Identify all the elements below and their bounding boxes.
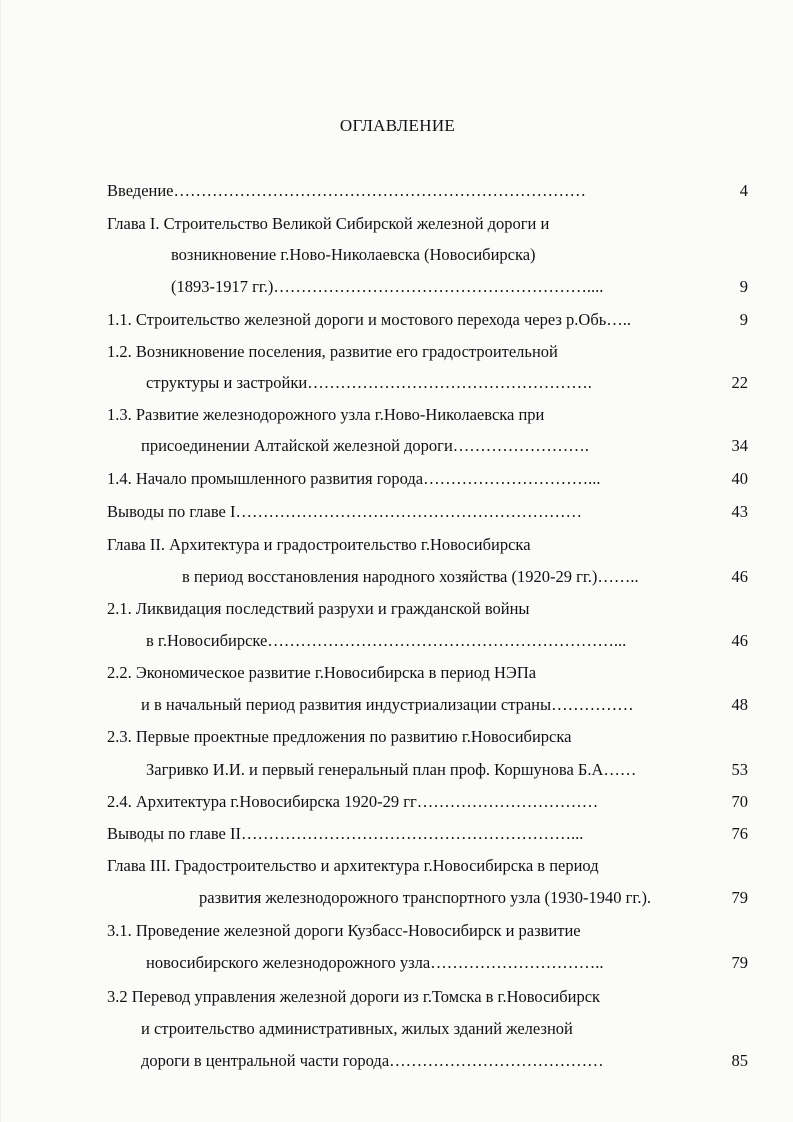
toc-entry-page: 22 [731, 373, 748, 392]
toc-entry [1, 822, 793, 846]
toc-entry-text: (1893-1917 гг.)………………………………………………….... [171, 277, 604, 296]
toc-entry-page: 79 [731, 888, 748, 907]
toc-entry [1, 467, 793, 491]
toc-entry-text: присоединении Алтайской железной дороги……………………. [141, 436, 589, 455]
toc-entry-text: Выводы по главе II……………………………………………………... [107, 824, 584, 843]
toc-entry-text: возникновение г.Ново-Николаевска (Новосибирска) [171, 245, 536, 264]
toc-entry [1, 597, 793, 621]
toc-entry-text: Выводы по главе I……………………………………………………… [107, 502, 582, 521]
toc-entry [1, 340, 793, 364]
toc-entry [1, 403, 793, 427]
toc-entry-page: 9 [739, 310, 748, 329]
toc-entry-text: 1.3. Развитие железнодорожного узла г.Ново-Николаевска при [107, 405, 545, 424]
toc-entry-text: 1.2. Возникновение поселения, развитие его градостроительной [107, 342, 558, 361]
toc-entry-text: 2.3. Первые проектные предложения по развитию г.Новосибирска [107, 727, 572, 746]
page-title: ОГЛАВЛЕНИЕ [339, 116, 456, 135]
toc-entry [1, 886, 793, 910]
toc-entry [1, 308, 793, 332]
toc-entry [1, 1049, 793, 1073]
table-of-contents [1, 0, 793, 1122]
toc-entry-page: 85 [731, 1051, 748, 1070]
toc-entry-text: 3.2 Перевод управления железной дороги из г.Томска в г.Новосибирск [107, 987, 601, 1006]
toc-entry-page: 34 [731, 436, 748, 455]
toc-entry-text: и в начальный период развития индустриализации страны…………… [141, 695, 634, 714]
toc-entry [1, 212, 793, 236]
toc-entry [1, 985, 793, 1009]
toc-entry-page: 43 [731, 502, 748, 521]
toc-entry [1, 951, 793, 975]
toc-entry-text: структуры и застройки……………………………………………. [146, 373, 592, 392]
toc-entry [1, 371, 793, 395]
toc-entry-text: 2.2. Экономическое развитие г.Новосибирска в период НЭПа [107, 663, 537, 682]
toc-entry-text: 1.4. Начало промышленного развития города…………………………... [107, 469, 601, 488]
toc-entry-page: 70 [731, 792, 748, 811]
toc-entry-page: 40 [731, 469, 748, 488]
toc-entry-page: 4 [739, 181, 748, 200]
toc-entry [1, 533, 793, 557]
toc-entry-text: 1.1. Строительство железной дороги и мостового перехода через р.Обь….. [107, 310, 632, 329]
toc-entry [1, 725, 793, 749]
toc-entry-page: 46 [731, 567, 748, 586]
toc-entry [1, 661, 793, 685]
toc-entry-text: новосибирского железнодорожного узла………………………….. [146, 953, 604, 972]
toc-entry [1, 919, 793, 943]
toc-entry [1, 693, 793, 717]
toc-entry-text: Глава III. Градостроительство и архитектура г.Новосибирска в период [107, 856, 599, 875]
toc-entry-text: Введение………………………………………………………………… [107, 181, 587, 200]
toc-entry-text: Глава II. Архитектура и градостроительство г.Новосибирска [107, 535, 531, 554]
toc-entry [1, 500, 793, 524]
toc-entry [1, 758, 793, 782]
toc-entry-text: в г.Новосибирске………………………………………………………... [146, 631, 627, 650]
toc-entry-text: дороги в центральной части города………………………………… [141, 1051, 604, 1070]
toc-entry-text: 2.1. Ликвидация последствий разрухи и гражданской войны [107, 599, 530, 618]
toc-entry [1, 275, 793, 299]
toc-entry [1, 790, 793, 814]
toc-entry-page: 48 [731, 695, 748, 714]
toc-entry-text: Загривко И.И. и первый генеральный план проф. Коршунова Б.А…… [146, 760, 637, 779]
toc-entry [1, 179, 793, 203]
toc-entry-text: 2.4. Архитектура г.Новосибирска 1920-29 гг…………………………… [107, 792, 599, 811]
toc-entry [1, 854, 793, 878]
toc-entry-page: 79 [731, 953, 748, 972]
toc-entry-page: 53 [731, 760, 748, 779]
toc-entry-text: и строительство административных, жилых зданий железной [141, 1019, 573, 1038]
toc-entry-text: развития железнодорожного транспортного узла (1930-1940 гг.). [199, 888, 652, 907]
toc-entry-text: 3.1. Проведение железной дороги Кузбасс-Новосибирск и развитие [107, 921, 581, 940]
toc-entry-text: Глава I. Строительство Великой Сибирской железной дороги и [107, 214, 550, 233]
toc-entry [1, 243, 793, 267]
toc-entry-page: 46 [731, 631, 748, 650]
toc-entry [1, 434, 793, 458]
toc-entry [1, 565, 793, 589]
toc-entry [1, 629, 793, 653]
toc-entry-page: 76 [731, 824, 748, 843]
toc-entry-text: в период восстановления народного хозяйства (1920-29 гг.)…….. [182, 567, 639, 586]
toc-entry [1, 1017, 793, 1041]
toc-entry-page: 9 [739, 277, 748, 296]
